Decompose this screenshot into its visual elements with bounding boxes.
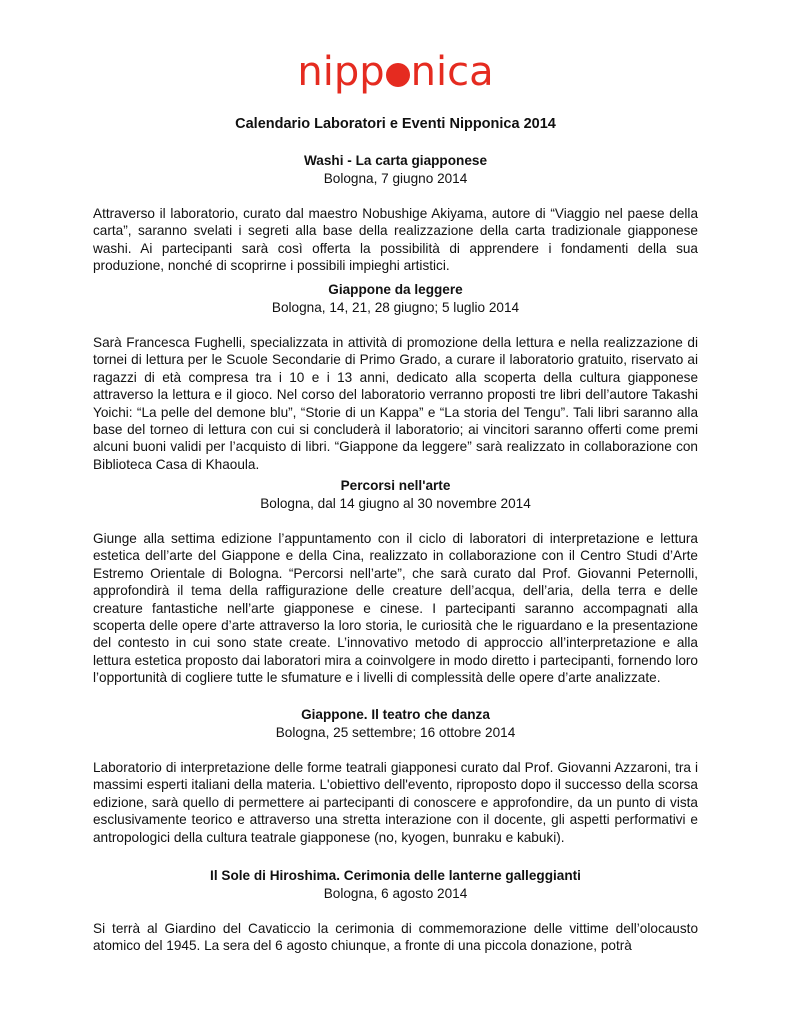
event-title: Giappone. Il teatro che danza [301,707,490,722]
document-title: Calendario Laboratori e Eventi Nipponica 2014 [235,116,556,132]
event-title: Giappone da leggere [328,282,463,297]
event-section [93,281,698,473]
logo-text-start: nipp [297,49,385,95]
event-description: Laboratorio di interpretazione delle forme teatrali giapponesi curato dal Prof. Giovanni Azzaroni, tra i massimi esperti italiani della materia. L'obiettivo dell'evento, riproposto dopo il successo della scorsa edizione, sarà quello di permettere ai partecipanti di conoscere e approfondire, da un punto di vista esclusivamente teorico e attraverso una stretta interazione con il docente, gli aspetti performativi e antropologici della cultura teatrale giapponese (no, kyogen, bunraku e kabuki). [93,760,698,845]
event-section [93,152,698,275]
nipponica-logo [0,49,791,96]
event-section [93,706,698,846]
logo-text-end: nica [410,49,494,95]
event-date: Bologna, 14, 21, 28 giugno; 5 luglio 2014 [271,299,520,315]
event-date: Bologna, 7 giugno 2014 [323,170,468,186]
event-description: Si terrà al Giardino del Cavaticcio la cerimonia di commemorazione delle vittime dell’olocausto atomico del 1945. La sera del 6 agosto chiunque, a fronte di una piccola donazione, potrà [93,921,698,954]
event-date: Bologna, dal 14 giugno al 30 novembre 2014 [260,495,531,511]
event-title: Washi - La carta giapponese [303,153,488,168]
event-description: Attraverso il laboratorio, curato dal maestro Nobushige Akiyama, autore di “Viaggio nel paese della carta”, saranno svelati i segreti alla base della realizzazione della carta tradizionale giapponese washi. Ai partecipanti sarà così offerta la possibilità di apprendere i fondamenti della sua produzione, nonché di scoprirne i possibili impieghi artistici. [93,206,698,274]
event-description: Sarà Francesca Fughelli, specializzata in attività di promozione della lettura e nella realizzazione di tornei di lettura per le Scuole Secondarie di Primo Grado, a curare il laboratorio gratuito, riservato ai ragazzi di età compresa tra i 10 e i 13 anni, dedicato alla scoperta della cultura giapponese attraverso la lettura e il gioco. Nel corso del laboratorio verranno proposti tre libri dell’autore Takashi Yoichi: “La pelle del demone blu”, “Storie di un Kappa” e “La storia del Tengu”. Tali libri saranno alla base del torneo di lettura con cui si concluderà il laboratorio; ai vincitori saranno offerti come premi alcuni buoni validi per l’acquisto di libri. “Giappone da leggere” sarà realizzato in collaborazione con Biblioteca Casa di Khaoula. [93,335,698,472]
event-description: Giunge alla settima edizione l’appuntamento con il ciclo di laboratori di interpretazione e lettura estetica dell’arte del Giappone e della Cina, realizzato in collaborazione con il Centro Studi d’Arte Estremo Orientale di Bologna. “Percorsi nell’arte”, che sarà curato dal Prof. Giovanni Peternolli, approfondirà il tema della raffigurazione delle creature dell’acqua, dell’aria, della terra e delle creature fantastiche nell’arte giapponese e cinese. I partecipanti saranno accompagnati alla scoperta delle opere d’arte attraverso la loro storia, le curiosità che le riguardano e la presentazione del contesto in cui sono state create. L’innovativo metodo di approccio all’interpretazione e alla lettura estetica proposto dai laboratori mira a coinvolgere in modo diretto i partecipanti, fornendo loro l’opportunità di cogliere tutte le sfumature e i livelli di complessità delle opere d’arte analizzate. [93,531,698,686]
logo-red-circle-icon [386,63,410,87]
event-section [93,867,698,955]
event-title: Percorsi nell'arte [340,478,451,493]
event-date: Bologna, 6 agosto 2014 [323,885,468,901]
event-title: Il Sole di Hiroshima. Cerimonia delle lanterne galleggianti [210,868,581,883]
event-date: Bologna, 25 settembre; 16 ottobre 2014 [275,724,516,740]
event-section [93,477,698,687]
